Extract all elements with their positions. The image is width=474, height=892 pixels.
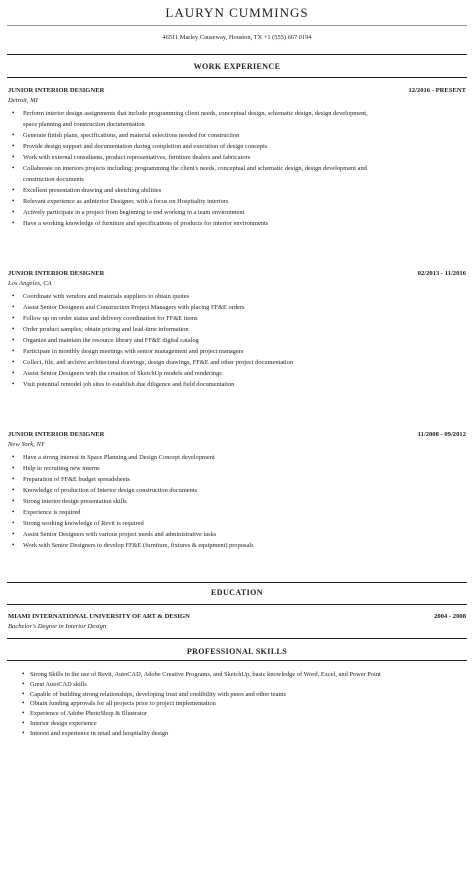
header-divider bbox=[7, 25, 467, 26]
list-item: • Knowledge of production of Interior design construction documents bbox=[12, 486, 198, 494]
list-item: • Strong interior design presentation skills bbox=[12, 497, 127, 505]
list-item: • Assist Senior Designers with various project needs and administrative tasks bbox=[12, 530, 217, 538]
bullet-icon: • bbox=[22, 718, 25, 727]
bullet-icon: • bbox=[12, 197, 15, 205]
bullet-icon: • bbox=[12, 314, 15, 322]
bullet-icon: • bbox=[12, 325, 15, 333]
section-title-education: EDUCATION bbox=[211, 588, 263, 597]
bullet-icon: • bbox=[12, 380, 15, 388]
job-dates: 02/2013 - 11/2016 bbox=[417, 270, 466, 277]
list-item: • Interest and experience in retail and hospitality design bbox=[22, 728, 169, 737]
bullet-icon: • bbox=[12, 497, 15, 505]
candidate-name: LAURYN CUMMINGS bbox=[165, 5, 309, 20]
list-item: • Provide design support and documentation during completion and execution of design concepts bbox=[12, 142, 268, 150]
bullet-icon: • bbox=[12, 219, 15, 227]
list-item: • Obtain funding approvals for all projects prior to project implementation bbox=[22, 699, 216, 708]
job-entry bbox=[8, 269, 466, 390]
bullet-icon: • bbox=[12, 208, 15, 216]
job-entry bbox=[8, 86, 466, 229]
list-item: • Capable of building strong relationships, developing trust and credibility with peers and other teams bbox=[22, 689, 286, 698]
bullet-icon: • bbox=[22, 679, 25, 688]
list-item: • Have a strong interest in Space Planning and Design Concept development bbox=[12, 453, 215, 461]
contact-info: 46511 Marley Causeway, Houston, TX +1 (555) 667 0194 bbox=[162, 34, 312, 41]
bullet-icon: • bbox=[12, 358, 15, 366]
list-item: • Actively participate in a project from beginning to end working in a team environment bbox=[12, 208, 245, 216]
bullet-icon: • bbox=[12, 153, 15, 161]
job-title: JUNIOR INTERIOR DESIGNER bbox=[8, 87, 105, 94]
job-dates: 12/2016 - PRESENT bbox=[408, 87, 466, 94]
list-item: • Work with external consultants, product representatives, furniture dealers and fabricators bbox=[12, 153, 251, 161]
skills-list bbox=[22, 670, 467, 739]
bullet-icon: • bbox=[12, 303, 15, 311]
bullet-icon: • bbox=[12, 486, 15, 494]
bullet-icon: • bbox=[12, 186, 15, 194]
school-name: MIAMI INTERNATIONAL UNIVERSITY OF ART & DESIGN bbox=[8, 613, 190, 620]
list-item: • Participate in monthly design meetings with senior management and project managers bbox=[12, 347, 244, 355]
bullet-icon: • bbox=[12, 541, 15, 549]
bullet-icon: • bbox=[12, 508, 15, 516]
bullet-icon: • bbox=[12, 530, 15, 538]
job-location: Detroit, MI bbox=[8, 97, 38, 104]
list-item: • Generate finish plans, specifications, and material selections needed for construction bbox=[12, 131, 240, 139]
list-item: • Organize and maintain the resource library and FF&E digital catalog bbox=[12, 336, 199, 344]
bullet-icon: • bbox=[12, 347, 15, 355]
bullet-icon: • bbox=[22, 699, 25, 708]
degree: Bachelor's Degree in Interior Design bbox=[8, 623, 107, 630]
job-location: Los Angeles, CA bbox=[8, 280, 52, 287]
section-divider-top bbox=[7, 54, 467, 55]
job-dates: 11/2008 - 09/2012 bbox=[417, 431, 466, 438]
section-divider-bottom bbox=[7, 604, 467, 605]
list-item: • Visit potential remodel job sites to establish due diligence and field documentation bbox=[12, 380, 235, 388]
list-item: • Excellent presentation drawing and sketching abilities bbox=[12, 186, 162, 194]
bullet-icon: • bbox=[12, 164, 15, 172]
job-title: JUNIOR INTERIOR DESIGNER bbox=[8, 431, 105, 438]
education-dates: 2004 - 2008 bbox=[434, 613, 466, 620]
list-item: • Interior design experience bbox=[22, 718, 97, 727]
list-item: • Assist Senior Designers and Construction Project Managers with placing FF&E orders bbox=[12, 303, 245, 311]
bullet-icon: • bbox=[12, 369, 15, 377]
section-divider-top bbox=[7, 638, 467, 639]
list-item: • Work with Senior Designers to develop FF&E (furniture, fixtures & equipment) proposals bbox=[12, 541, 254, 549]
section-title-skills: PROFESSIONAL SKILLS bbox=[186, 647, 288, 656]
bullet-icon: • bbox=[22, 689, 25, 698]
list-item: • Strong working knowledge of Revit is required bbox=[12, 519, 144, 527]
bullet-icon: • bbox=[12, 292, 15, 300]
list-item: • Assist Senior Designers with the creation of SketchUp models and renderings bbox=[12, 369, 222, 377]
section-divider-top bbox=[7, 582, 467, 583]
list-item-continuation: construction documents bbox=[23, 176, 84, 183]
job-title: JUNIOR INTERIOR DESIGNER bbox=[8, 270, 105, 277]
list-item: • Collaborate on interiors projects including: programming the client's needs, conceptual and schematic design, design development and bbox=[12, 164, 367, 172]
bullet-icon: • bbox=[12, 336, 15, 344]
section-divider-bottom bbox=[7, 660, 467, 661]
list-item: • Perform interior design assignments that include programming client needs, conceptual design, schematic design, design development, bbox=[12, 109, 368, 117]
bullet-icon: • bbox=[12, 142, 15, 150]
list-item: • Strong Skills in the use of Revit, AutoCAD, Adobe Creative Programs, and SketchUp, basic knowledge of Word, Excel, and Power Point bbox=[22, 670, 381, 678]
bullet-icon: • bbox=[12, 109, 15, 117]
bullet-icon: • bbox=[12, 131, 15, 139]
bullet-icon: • bbox=[12, 519, 15, 527]
bullet-icon: • bbox=[12, 453, 15, 461]
list-item: • Have a working knowledge of furniture and specifications of products for interior environments bbox=[12, 219, 269, 227]
list-item: • Order product samples; obtain pricing and lead-time information bbox=[12, 325, 189, 333]
list-item: • Coordinate with vendors and materials suppliers to obtain quotes bbox=[12, 292, 190, 300]
list-item: • Experience of Adobe PhotoShop & Illustrator bbox=[22, 709, 147, 718]
job-entry bbox=[8, 430, 466, 551]
job-location: New York, NY bbox=[8, 441, 45, 448]
bullet-icon: • bbox=[22, 670, 25, 678]
list-item: • Help in recruiting new interns bbox=[12, 464, 100, 472]
list-item-continuation: space planning and construction documentation bbox=[23, 121, 145, 128]
bullet-icon: • bbox=[22, 709, 25, 718]
section-divider-bottom bbox=[7, 77, 467, 78]
list-item: • Great AutoCAD skills bbox=[22, 679, 87, 688]
bullet-icon: • bbox=[12, 464, 15, 472]
bullet-icon: • bbox=[12, 475, 15, 483]
bullet-icon: • bbox=[22, 728, 25, 737]
education-entry bbox=[8, 612, 466, 632]
list-item: • Experience is required bbox=[12, 508, 81, 516]
list-item: • Preparation of FF&E budget spreadsheets bbox=[12, 475, 130, 483]
list-item: • Follow up on order status and delivery coordination for FF&E items bbox=[12, 314, 198, 322]
list-item: • Relevant experience as anInterior Designer, with a focus on Hospitality interiors bbox=[12, 197, 229, 205]
list-item: • Collect, file, and archive architectural drawings, design drawings, FF&E and other project documentation bbox=[12, 358, 294, 366]
section-title-work: WORK EXPERIENCE bbox=[193, 62, 281, 71]
